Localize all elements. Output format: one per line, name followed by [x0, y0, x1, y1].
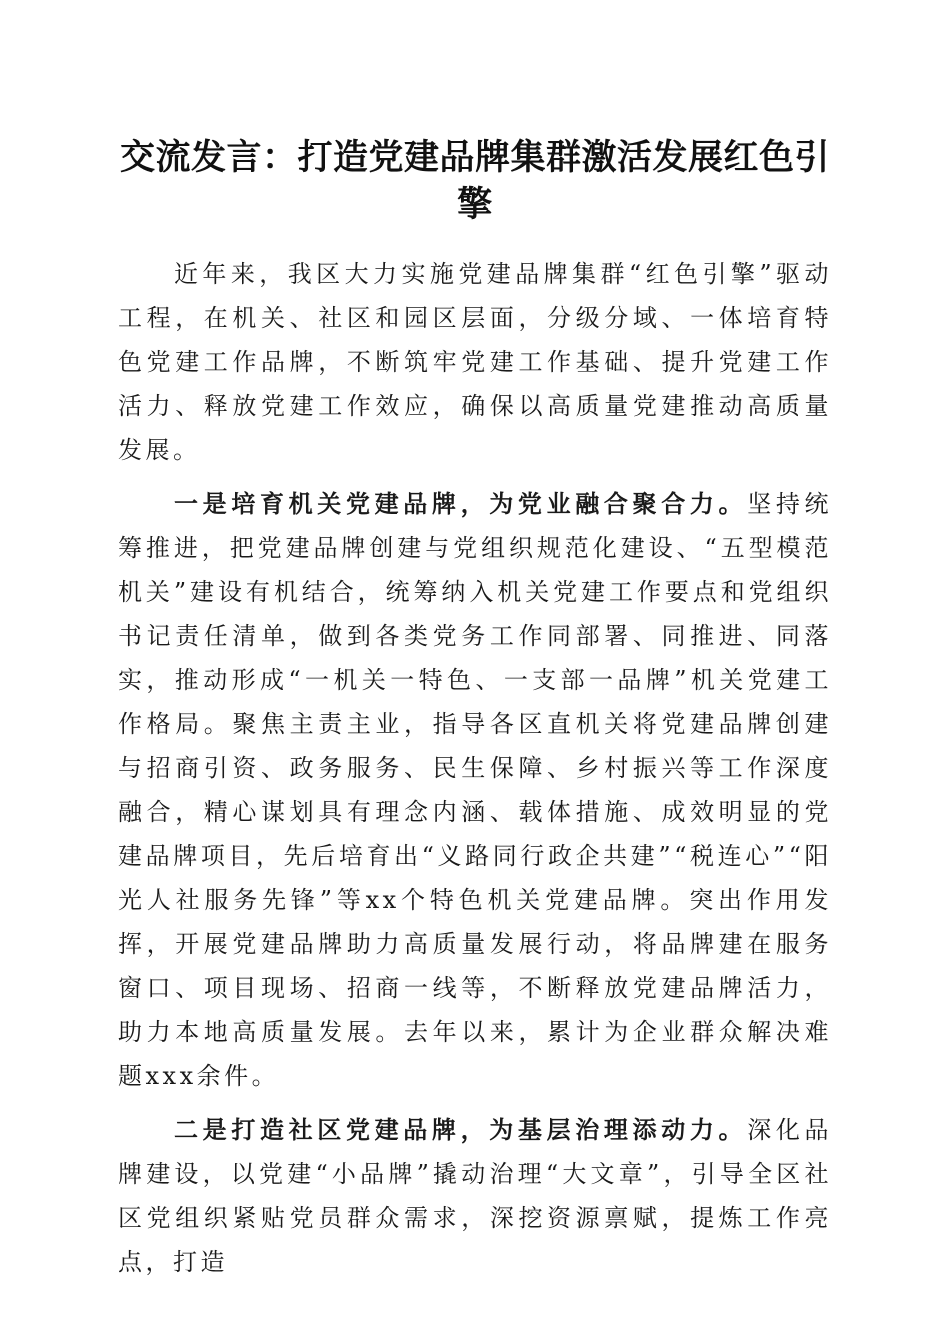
paragraph-lead-heading: 一是培育机关党建品牌，为党业融合聚合力。 — [174, 489, 748, 518]
paragraph-text: 深化品牌建设，以党建“小品牌”撬动治理“大文章”，引导全区社区党组织紧贴党员群众需求，深挖资源禀赋，提炼工作亮点，打造 — [118, 1116, 833, 1276]
paragraph-section-two — [118, 1108, 832, 1284]
paragraph-text: 坚持统筹推进，把党建品牌创建与党组织规范化建设、“五型模范机关”建设有机结合，统筹纳入机关党建工作要点和党组织书记责任清单，做到各类党务工作同部署、同推进、同落实，推动形成“一机关一特色、一支部一品牌”机关党建工作格局。聚焦主责主业，指导各区直机关将党建品牌创建与招商引资、政务服务、民生保障、乡村振兴等工作深度融合，精心谋划具有理念内涵、载体措施、成效明显的党建品牌项目，先后培育出“义路同行政企共建”“税连心”“阳光人社服务先锋”等xx个特色机关党建品牌。突出作用发挥，开展党建品牌助力高质量发展行动，将品牌建在服务窗口、项目现场、招商一线等，不断释放党建品牌活力，助力本地高质量发展。去年以来，累计为企业群众解决难题xxx余件。 — [118, 490, 833, 1090]
paragraph-lead-heading: 二是打造社区党建品牌，为基层治理添动力。 — [174, 1115, 748, 1144]
paragraph-section-one — [118, 482, 832, 1098]
paragraph-text: 近年来，我区大力实施党建品牌集群“红色引擎”驱动工程，在机关、社区和园区层面，分级分域、一体培育特色党建工作品牌，不断筑牢党建工作基础、提升党建工作活力、释放党建工作效应，确保以高质量党建推动高质量发展。 — [118, 260, 832, 464]
document-body — [118, 252, 832, 1294]
paragraph-intro — [118, 252, 832, 472]
document-title: 交流发言：打造党建品牌集群激活发展红色引擎 — [119, 137, 830, 225]
